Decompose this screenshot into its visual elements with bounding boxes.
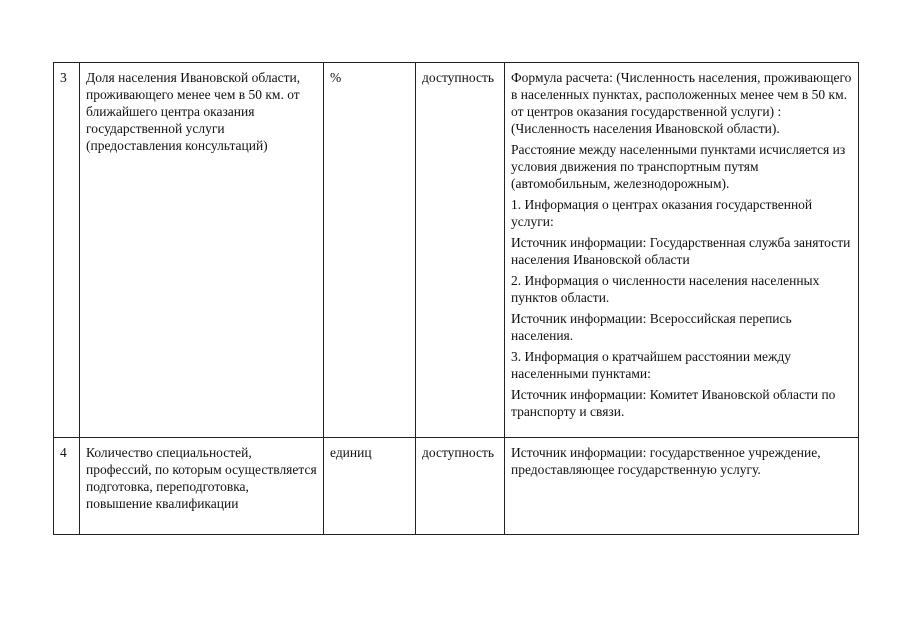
description-paragraph: Источник информации: Комитет Ивановской области по транспорту и связи.: [511, 387, 836, 419]
indicator-type: доступность: [416, 438, 505, 535]
table-row: [54, 438, 859, 535]
calculation-description: [505, 438, 859, 535]
indicator-type: доступность: [416, 63, 505, 438]
description-paragraph: Источник информации: Всероссийская перепись населения.: [511, 311, 792, 343]
unit-of-measure: %: [324, 63, 416, 438]
description-paragraph: 2. Информация о численности населения населенных пунктов области.: [511, 273, 820, 305]
description-paragraph: Источник информации: государственное учреждение, предоставляющее государственную услугу.: [511, 445, 821, 477]
description-paragraph: Формула расчета: (Численность населения, проживающего в населенных пунктах, расположенных менее чем в 50 км. от центров оказания государственной услуги) : (Численность населения Ивановской области).: [511, 70, 852, 136]
table-row: [54, 63, 859, 438]
row-number: 3: [54, 63, 80, 438]
calculation-description: [505, 63, 859, 438]
indicators-table: [53, 62, 859, 535]
indicator-name: Количество специальностей, профессий, по которым осуществляется подготовка, переподготовка, повышение квалификации: [80, 438, 324, 535]
row-number: 4: [54, 438, 80, 535]
indicator-name: Доля населения Ивановской области, проживающего менее чем в 50 км. от ближайшего центра оказания государственной услуги (предоставления консультаций): [80, 63, 324, 438]
description-paragraph: 1. Информация о центрах оказания государственной услуги:: [511, 197, 813, 229]
description-paragraph: 3. Информация о кратчайшем расстоянии между населенными пунктами:: [511, 349, 791, 381]
description-paragraph: Расстояние между населенными пунктами исчисляется из условия движения по транспортным путям (автомобильным, железнодорожным).: [511, 142, 846, 191]
unit-of-measure: единиц: [324, 438, 416, 535]
description-paragraph: Источник информации: Государственная служба занятости населения Ивановской области: [511, 235, 851, 267]
